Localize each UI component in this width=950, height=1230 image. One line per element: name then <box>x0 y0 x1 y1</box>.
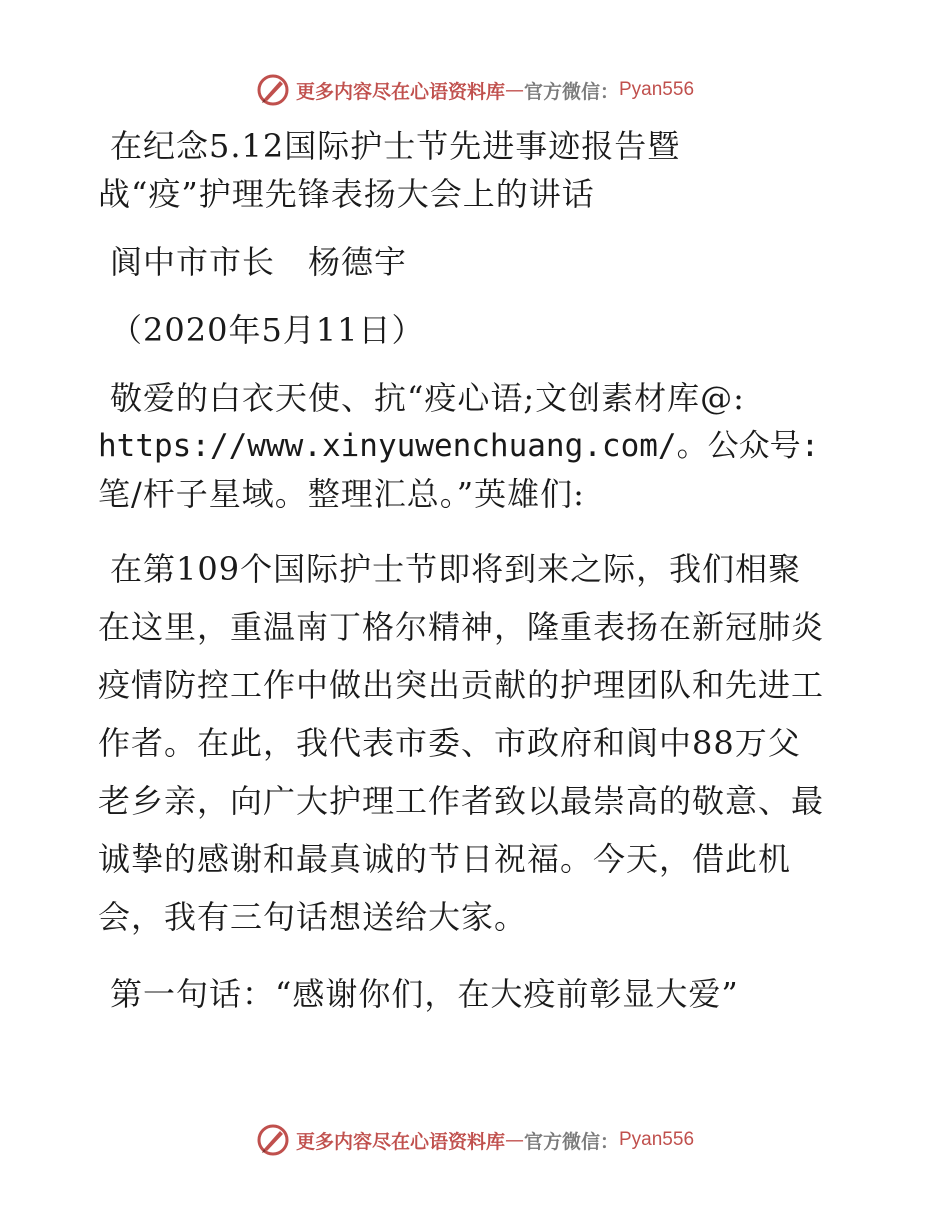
title-line-2: 战“疫”护理先锋表扬大会上的讲话 <box>98 175 595 213</box>
paragraph-line: 疫情防控工作中做出突出贡献的护理团队和先进工 <box>98 666 825 704</box>
banner-label: 官方微信： <box>523 1130 619 1153</box>
paragraph-line: 会，我有三句话想送给大家。 <box>98 898 528 936</box>
document-body <box>98 122 858 1018</box>
banner-main-text: 更多内容尽在心语资料库 <box>295 1130 505 1153</box>
salutation-line-3: 笔/杆子星域。整理汇总。”英雄们: <box>98 475 585 513</box>
title-line-1: 在纪念5.12国际护士节先进事迹报告暨 <box>110 127 681 165</box>
salutation-line-2: https://www.xinyuwenchuang.com/。公众号: <box>98 428 820 464</box>
salutation-line-1: 敬爱的白衣天使、抗“疫心语;文创素材库@: <box>110 379 745 417</box>
feather-pen-seal-icon <box>256 73 290 107</box>
banner-dash: — <box>504 79 524 101</box>
banner-label: 官方微信： <box>523 80 619 103</box>
feather-pen-seal-icon <box>256 1123 290 1157</box>
date-line: （2020年5月11日） <box>110 311 425 349</box>
paragraph-line: 在第109个国际护士节即将到来之际，我们相聚 <box>110 550 802 588</box>
footer-watermark-banner <box>0 1120 950 1160</box>
paragraph-line: 作者。在此，我代表市委、市政府和阆中88万父 <box>98 724 801 762</box>
salutation <box>98 374 858 518</box>
paragraph-line: 诚挚的感谢和最真诚的节日祝福。今天，借此机 <box>98 840 792 878</box>
banner-dash: — <box>504 1129 524 1151</box>
header-watermark-banner <box>0 70 950 110</box>
paragraph-line: 老乡亲，向广大护理工作者致以最崇高的敬意、最 <box>98 782 825 820</box>
banner-main-text: 更多内容尽在心语资料库 <box>295 80 505 103</box>
paragraph-line: 在这里，重温南丁格尔精神，隆重表扬在新冠肺炎 <box>98 608 825 646</box>
author-line: 阆中市市长 杨德宇 <box>110 243 408 281</box>
paragraph-1 <box>98 540 858 946</box>
banner-wechat-id: Pyan556 <box>619 1129 695 1150</box>
section-heading-1: 第一句话：“感谢你们，在大疫前彰显大爱” <box>110 975 739 1013</box>
banner-wechat-id: Pyan556 <box>619 79 695 100</box>
